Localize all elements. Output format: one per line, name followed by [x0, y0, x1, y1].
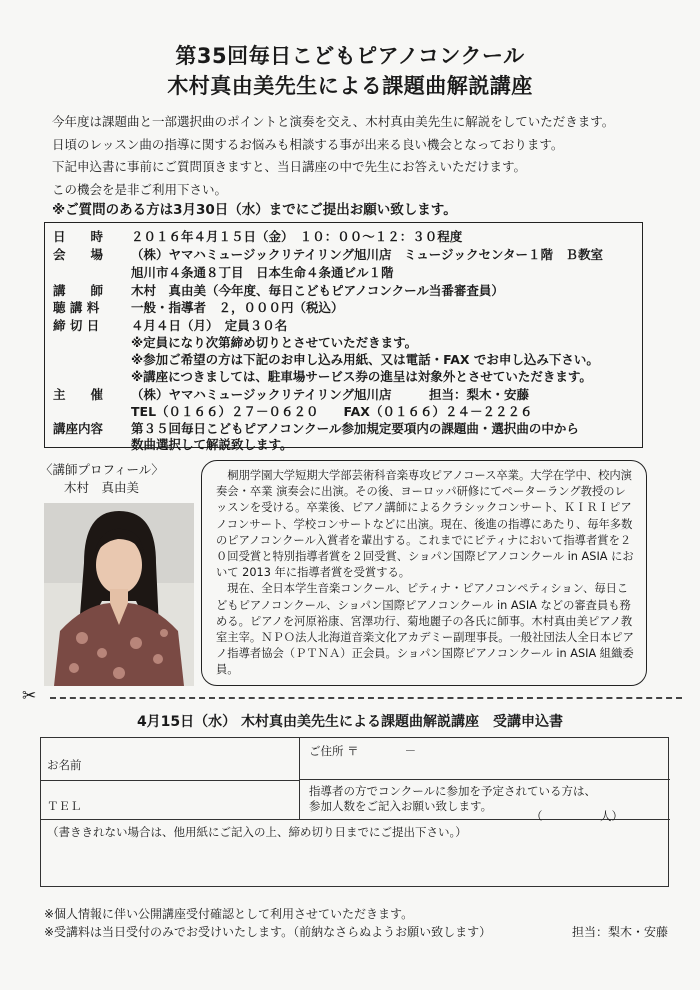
- event-info-box: [44, 222, 643, 452]
- intro-line-3: 下記申込書に事前にご質問頂きますと、当日講座の中で先生にお答えいただけます。: [52, 159, 527, 174]
- application-form: [40, 737, 669, 887]
- profile-heading: 〈講師プロフィール〉: [40, 462, 164, 477]
- portrait-image: [44, 503, 194, 686]
- venue-label: 会 場: [53, 247, 104, 262]
- form-divider-h2: [299, 779, 670, 780]
- tel-field[interactable]: ＴＥＬ: [47, 799, 82, 813]
- deadline-value: ４月４日（月） 定員３０名: [131, 318, 288, 333]
- payment-note: ※受講料は当日受付のみでお受けいたします。（前納なさらぬようお願い致します）: [44, 925, 492, 939]
- lecturer-label: 講 師: [53, 283, 104, 298]
- fee-row: [53, 298, 344, 316]
- content-value-2: 数曲選択して解説致します。: [131, 437, 293, 452]
- lecturer-value: 木村 真由美（今年度、毎日こどもピアノコンクール当番審査員）: [131, 283, 504, 298]
- fee-label: 聴 講 料: [53, 300, 100, 315]
- intro-line-4: この機会を是非ご利用下さい。: [52, 182, 228, 197]
- venue-address: 旭川市４条通８丁目 日本生命４条通ビル１階: [131, 265, 394, 280]
- parking-note: ※講座につきましては、駐車場サービス券の進呈は対象外とさせていただきます。: [131, 369, 592, 384]
- content-label: 講座内容: [53, 421, 104, 436]
- cut-line: [50, 697, 682, 699]
- content-value: 第３５回毎日こどもピアノコンクール参加規定要項内の課題曲・選択曲の中から: [131, 421, 579, 436]
- scissors-icon: ✂: [22, 686, 37, 706]
- host-row: [53, 385, 530, 403]
- date-row: [53, 227, 463, 245]
- fee-value: 一般・指導者 ２，０００円（税込）: [131, 300, 344, 315]
- page-subtitle: 木村真由美先生による課題曲解説講座: [167, 74, 533, 98]
- date-value: ２０１６年４月１５日（金） １０：００～１２：３０程度: [131, 229, 463, 244]
- bio-paragraph-2: 現在、全日本学生音楽コンクール、ピティナ・ピアノコンペティション、毎日こどもピアノコンクール、ショパン国際ピアノコンクール in ASIA などの審査員も務める。ピアノを河原裕康、宮澤功行、菊地麗子の各氏に師事。木村真由美ピアノ教室主宰。ＮＰＯ法人北海道音楽文化アカデミー副理事長。一般社団法人全日本ピアノ指導者協会（ＰＴＮＡ）正会員。ショパン国際ピアノコンクール in ASIA 組織委員。: [216, 582, 634, 677]
- form-note: （書ききれない場合は、他用紙にご記入の上、締め切り日までにご提出下さい。）: [47, 825, 467, 839]
- question-deadline-note: ※ご質問のある方は3月30日（水）までにご提出お願い致します。: [52, 202, 457, 218]
- lecturer-bio: [201, 460, 647, 686]
- date-label: 日 時: [53, 229, 104, 244]
- capacity-note: ※定員になり次第締め切りとさせていただきます。: [131, 335, 418, 350]
- content-row: [53, 419, 579, 437]
- application-note: ※参加ご希望の方は下記のお申し込み用紙、又は電話・FAX でお申し込み下さい。: [131, 352, 599, 367]
- form-divider-h1: [41, 780, 299, 781]
- participants-text-1: 指導者の方でコンクールに参加を予定されている方は、: [309, 784, 597, 798]
- name-field[interactable]: お名前: [47, 758, 82, 772]
- lecturer-photo: [44, 503, 194, 686]
- intro-line-2: 日頃のレッスン曲の指導に関するお悩みも相談する事が出来る良い機会となっております。: [52, 137, 564, 152]
- phone-fax: TEL（０１６６）２７－０６２０ FAX（０１６６）２４－２２２６: [131, 404, 533, 419]
- form-title: 4月15日（水） 木村真由美先生による課題曲解説講座 受講申込書: [136, 714, 564, 730]
- page-title: 第35回毎日こどもピアノコンクール: [175, 44, 525, 68]
- venue-row: [53, 245, 604, 263]
- venue-value: （株）ヤマハミュージックリテイリング旭川店 ミュージックセンター１階 Ｂ教室: [131, 247, 604, 262]
- participants-count-field[interactable]: （ 人）: [531, 809, 623, 823]
- participants-text-2: 参加人数をご記入お願い致します。: [309, 799, 493, 813]
- lecturer-row: [53, 281, 504, 299]
- deadline-row: [53, 316, 288, 334]
- contact-person: 担当：梨木・安藤: [572, 925, 669, 939]
- deadline-label: 締 切 日: [53, 318, 100, 333]
- privacy-note: ※個人情報に伴い公開講座受付確認として利用させていただきます。: [44, 907, 414, 921]
- lecturer-name: 木村 真由美: [64, 480, 140, 495]
- host-value: （株）ヤマハミュージックリテイリング旭川店 担当：梨木・安藤: [131, 387, 530, 402]
- bio-paragraph-1: 桐朋学園大学短期大学部芸術科音楽専攻ピアノコース卒業。大学在学中、校内演奏会・卒業 演奏会に出演。その後、ヨーロッパ研修にてペーターラング教授のレッスンを受ける。卒業後、ピアノ講師によるクラシックコンサート、ＫＩＲＩピアノコンサート、学校コンサートなどに出演。現在、後進の指導にあたり、毎年多数のピアノコンクール入賞者を輩出する。これまでにピティナにおいて指導者賞を２０回受賞と特別指導者賞を２回受賞、ショパン国際ピアノコンクール in ASIA において 2013 年に指導者賞を受賞する。: [216, 469, 634, 580]
- host-label: 主 催: [53, 387, 104, 402]
- address-field[interactable]: ご住所 〒 －: [309, 744, 417, 758]
- intro-line-1: 今年度は課題曲と一部選択曲のポイントと演奏を交え、木村真由美先生に解説をしていただきます。: [52, 114, 615, 129]
